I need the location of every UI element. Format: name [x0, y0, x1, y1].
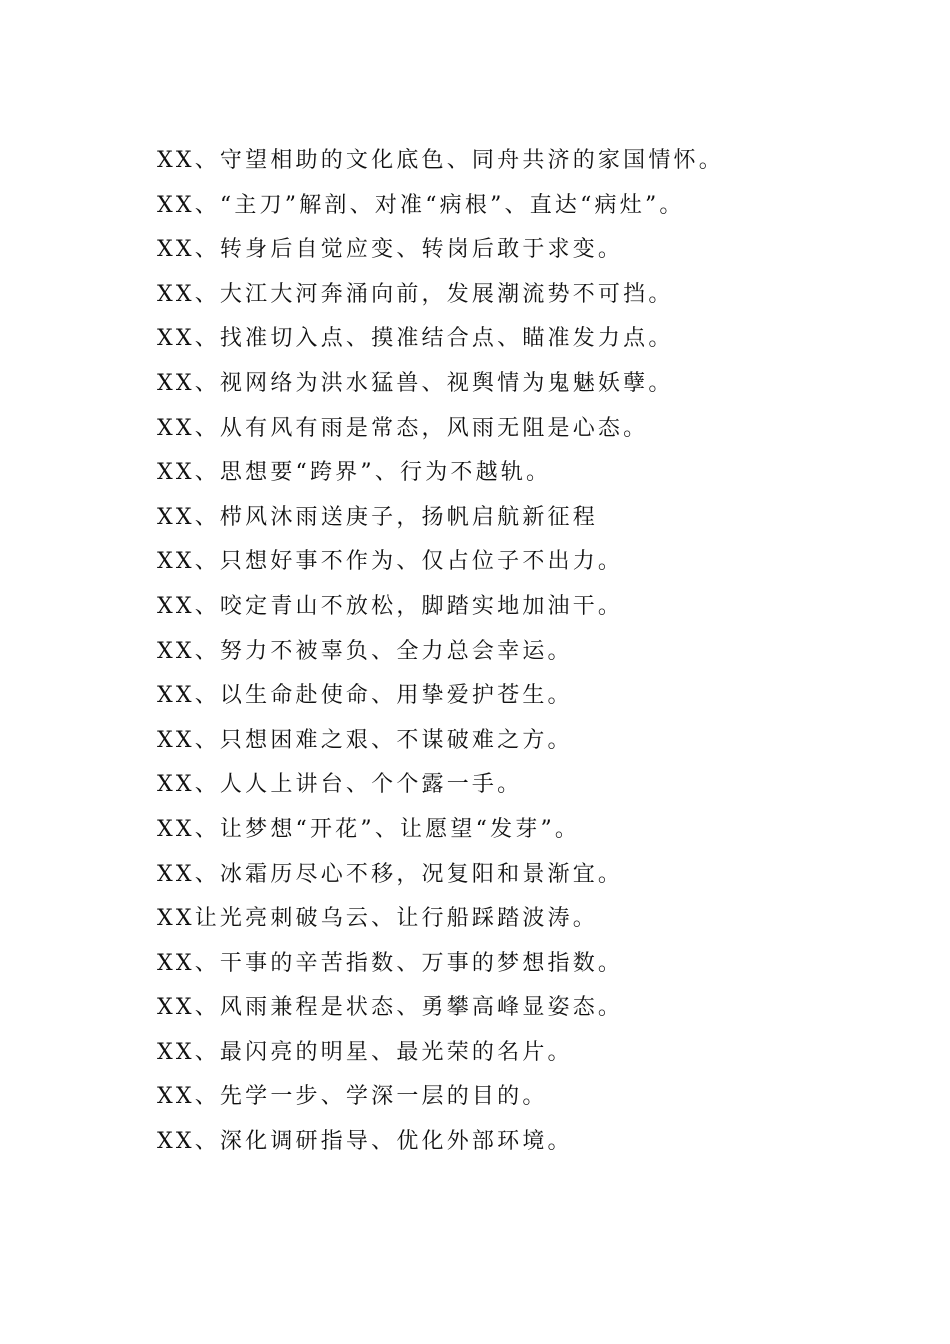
text-line: XX、让梦想“开花”、让愿望“发芽”。 [157, 816, 581, 842]
text-line: XX、守望相助的文化底色、同舟共济的家国情怀。 [157, 148, 724, 173]
text-line: XX让光亮刺破乌云、让行船踩踏波涛。 [157, 906, 598, 932]
text-line: XX、只想困难之艰、不谋破难之方。 [157, 727, 573, 753]
text-line: XX、努力不被辜负、全力总会幸运。 [157, 638, 573, 664]
text-line: XX、找准切入点、摸准结合点、瞄准发力点。 [157, 326, 674, 352]
text-line: XX、以生命赴使命、用挚爱护苍生。 [157, 683, 573, 709]
text-line: XX、风雨兼程是状态、勇攀高峰显姿态。 [157, 995, 624, 1021]
text-line: XX、视网络为洪水猛兽、视舆情为鬼魅妖孽。 [157, 370, 674, 396]
text-line: XX、从有风有雨是常态，风雨无阻是心态。 [157, 415, 649, 441]
text-line: XX、人人上讲台、个个露一手。 [157, 772, 523, 798]
text-line: XX、咬定青山不放松，脚踏实地加油干。 [157, 593, 624, 619]
text-line: XX、栉风沐雨送庚子，扬帆启航新征程 [157, 504, 598, 530]
text-line: XX、先学一步、学深一层的目的。 [157, 1084, 548, 1110]
text-line: XX、干事的辛苦指数、万事的梦想指数。 [157, 950, 624, 976]
text-line: XX、大江大河奔涌向前，发展潮流势不可挡。 [157, 281, 674, 307]
text-line: XX、转身后自觉应变、转岗后敢于求变。 [157, 237, 624, 263]
text-line: XX、深化调研指导、优化外部环境。 [157, 1129, 573, 1155]
text-lines [157, 139, 857, 1165]
text-line: XX、冰霜历尽心不移，况复阳和景渐宜。 [157, 861, 624, 887]
text-line: XX、只想好事不作为、仅占位子不出力。 [157, 549, 624, 575]
text-line: XX、“主刀”解剖、对准“病根”、直达“病灶”。 [157, 192, 685, 218]
text-line: XX、思想要“跨界”、行为不越轨。 [157, 460, 552, 486]
text-line: XX、最闪亮的明星、最光荣的名片。 [157, 1039, 573, 1065]
